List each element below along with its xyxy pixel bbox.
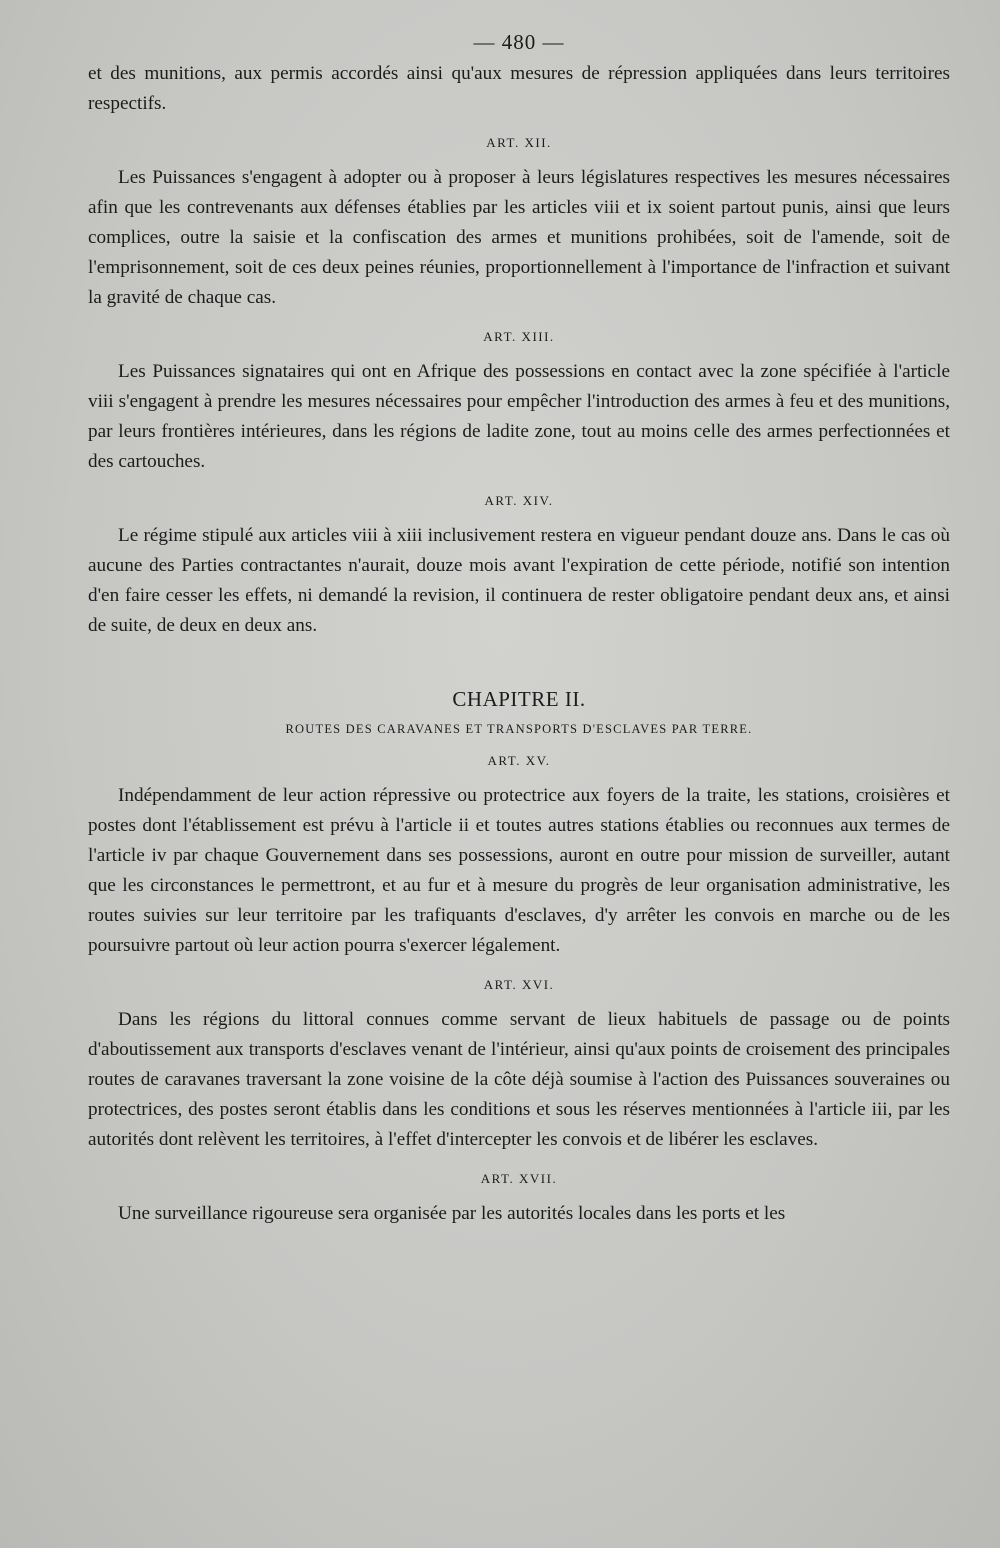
paragraph-continued: et des munitions, aux permis accordés ainsi qu'aux mesures de répression appliquées dans leurs territoires respectifs. <box>88 63 950 114</box>
article-17-text: Une surveillance rigoureuse sera organisée par les autorités locales dans les ports et les <box>118 1203 786 1224</box>
document-page <box>88 30 950 1229</box>
article-14-heading: ART. XIV. <box>484 493 554 508</box>
article-16-heading: ART. XVI. <box>483 977 555 992</box>
article-13-heading: ART. XIII. <box>483 329 555 344</box>
article-16-text: Dans les régions du littoral connues comme servant de lieux habituels de passage ou de points d'aboutissement aux transports d'esclaves venant de l'intérieur, ainsi qu'aux points de croisement des principales routes de caravanes traversant la zone voisine de la côte déjà soumise à l'action des Puissances souveraines ou protectrices, des postes seront établis dans les conditions et sous les réserves mentionnées à l'article iii, par les autorités dont relèvent les territoires, à l'effet d'intercepter les convois et de libérer les esclaves. <box>88 1009 950 1150</box>
chapter-title: CHAPITRE II. <box>452 687 586 711</box>
article-15-text: Indépendamment de leur action répressive ou protectrice aux foyers de la traite, les stations, croisières et postes dont l'établissement est prévu à l'article ii et toutes autres stations établies ou reconnues aux termes de l'article iv par chaque Gouvernement dans ses possessions, auront en outre pour mission de surveiller, autant que les circonstances le permettront, et au fur et à mesure du progrès de leur organisation administrative, les routes suivies sur leur territoire par les trafiquants d'esclaves, d'y arrêter les convois en marche ou de les poursuivre partout où leur action pourra s'exercer légalement. <box>88 785 950 956</box>
article-17-heading: ART. XVII. <box>480 1171 558 1186</box>
article-12-heading: ART. XII. <box>486 135 552 150</box>
article-15-heading: ART. XV. <box>487 753 551 768</box>
article-13-text: Les Puissances signataires qui ont en Afrique des possessions en contact avec la zone spécifiée à l'article viii s'engagent à prendre les mesures nécessaires pour empêcher l'introduction des armes à feu et des munitions, par leurs frontières intérieures, dans les régions de ladite zone, tout au moins celle des armes perfectionnées et des cartouches. <box>88 361 950 472</box>
chapter-subtitle: ROUTES DES CARAVANES ET TRANSPORTS D'ESCLAVES PAR TERRE. <box>285 722 753 736</box>
article-12-text: Les Puissances s'engagent à adopter ou à proposer à leurs législatures respectives les mesures nécessaires afin que les contrevenants aux défenses établies par les articles viii et ix soient partout punis, ainsi que leurs complices, outre la saisie et la confiscation des armes et munitions prohibées, soit de l'amende, soit de l'emprisonnement, soit de ces deux peines réunies, proportionnellement à l'importance de l'infraction et suivant la gravité de chaque cas. <box>88 167 950 308</box>
article-14-text: Le régime stipulé aux articles viii à xiii inclusivement restera en vigueur pendant douze ans. Dans le cas où aucune des Parties contractantes n'aurait, douze mois avant l'expiration de cette période, notifié son intention d'en faire cesser les effets, ni demandé la revision, il continuera de rester obligatoire pendant deux ans, et ainsi de suite, de deux en deux ans. <box>88 525 950 636</box>
page-number: — 480 — <box>473 30 565 54</box>
